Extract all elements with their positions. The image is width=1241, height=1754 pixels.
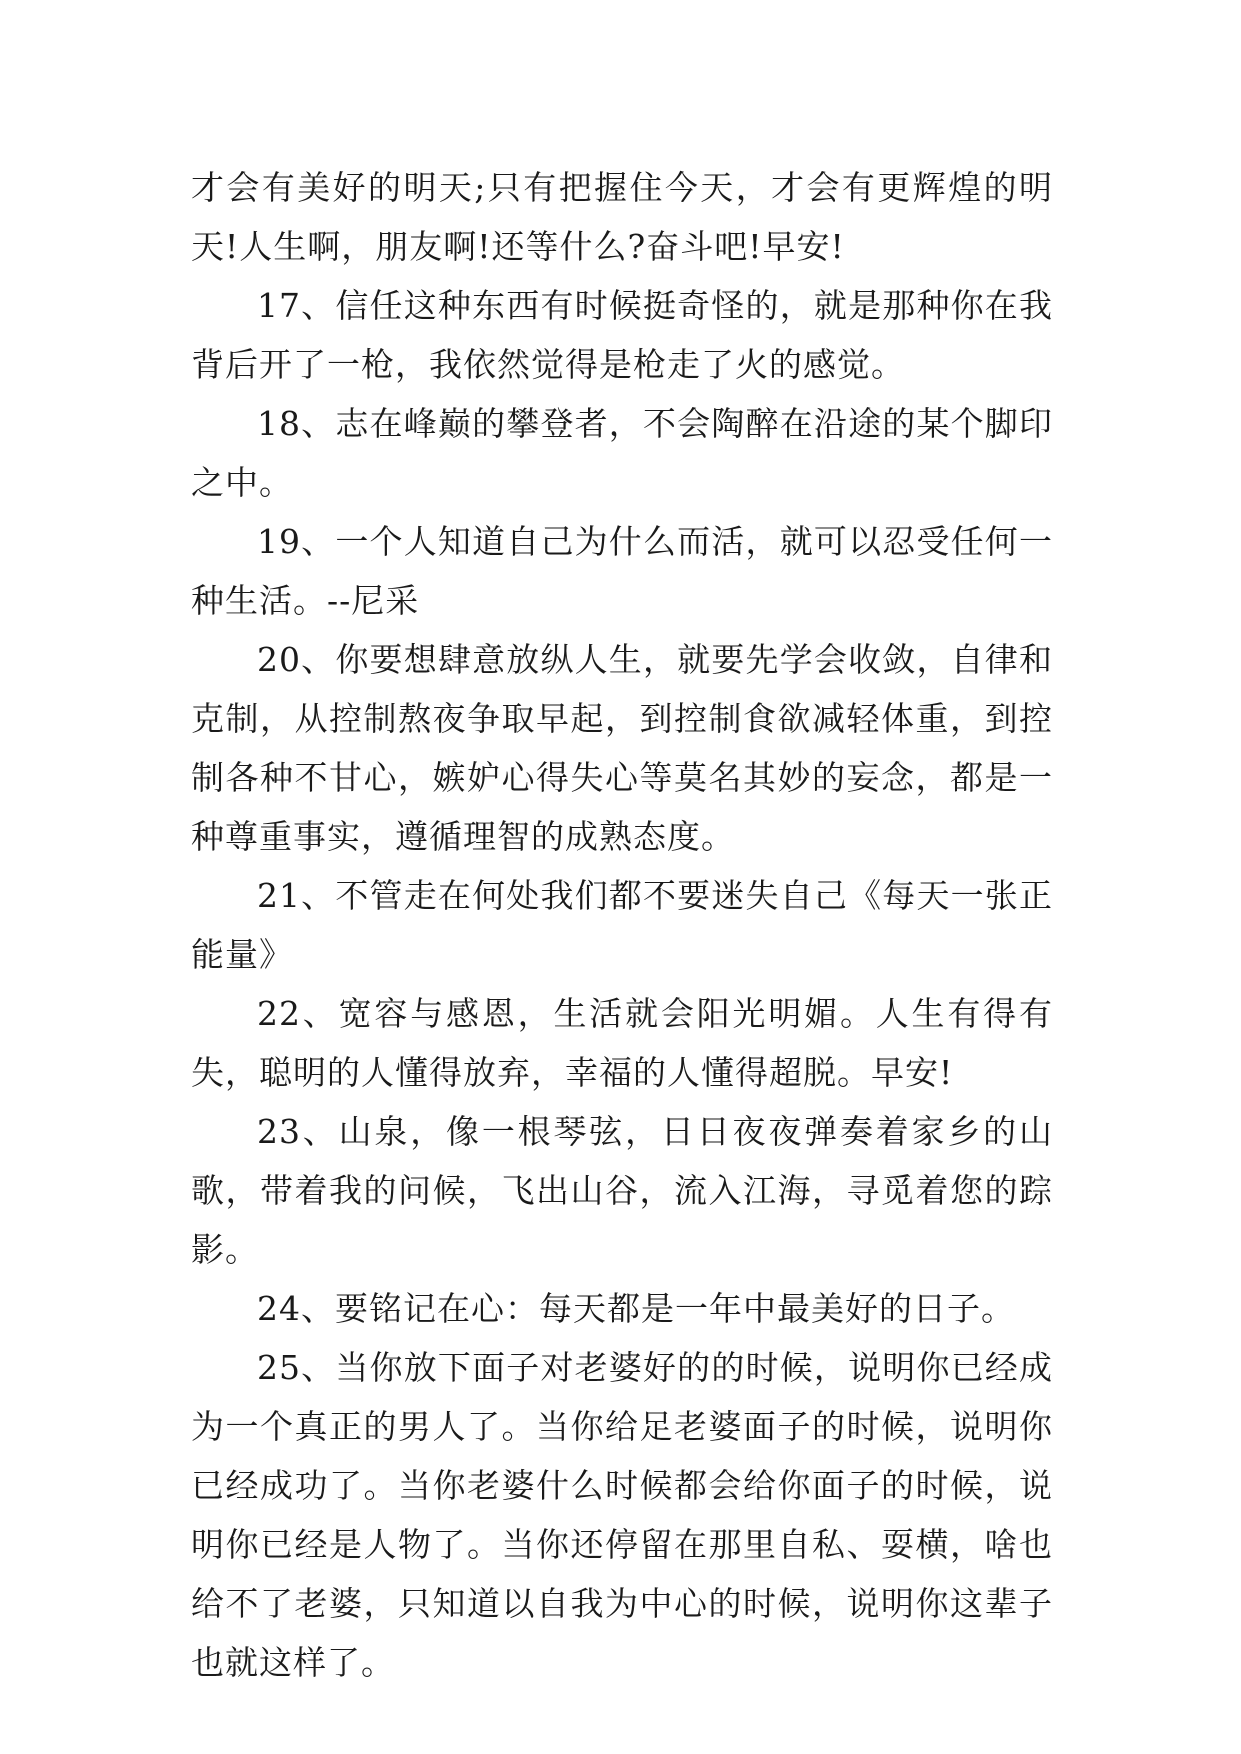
paragraph-21: 21、不管走在何处我们都不要迷失自己《每天一张正能量》 (191, 876, 1053, 974)
paragraph-19: 19、一个人知道自己为什么而活，就可以忍受任何一种生活。--尼采 (191, 522, 1053, 620)
paragraph-22: 22、宽容与感恩，生活就会阳光明媚。人生有得有失，聪明的人懂得放弃，幸福的人懂得超脱。早安! (191, 994, 1053, 1092)
paragraph-18: 18、志在峰巅的攀登者，不会陶醉在沿途的某个脚印之中。 (191, 404, 1053, 502)
paragraph-continuation: 才会有美好的明天;只有把握住今天，才会有更辉煌的明天!人生啊，朋友啊!还等什么?奋斗吧!早安! (191, 168, 1053, 266)
paragraph-24: 24、要铭记在心：每天都是一年中最美好的日子。 (257, 1289, 1015, 1328)
document-body (191, 158, 1053, 1692)
paragraph-17: 17、信任这种东西有时候挺奇怪的，就是那种你在我背后开了一枪，我依然觉得是枪走了火的感觉。 (191, 286, 1053, 384)
paragraph-23: 23、山泉，像一根琴弦，日日夜夜弹奏着家乡的山歌，带着我的问候，飞出山谷，流入江海，寻觅着您的踪影。 (191, 1112, 1053, 1269)
paragraph-25: 25、当你放下面子对老婆好的的时候，说明你已经成为一个真正的男人了。当你给足老婆面子的时候，说明你已经成功了。当你老婆什么时候都会给你面子的时候，说明你已经是人物了。当你还停留在那里自私、耍横，啥也给不了老婆，只知道以自我为中心的时候，说明你这辈子也就这样了。 (191, 1348, 1053, 1682)
paragraph-20: 20、你要想肆意放纵人生，就要先学会收敛，自律和克制，从控制熬夜争取早起，到控制食欲减轻体重，到控制各种不甘心，嫉妒心得失心等莫名其妙的妄念，都是一种尊重事实，遵循理智的成熟态度。 (191, 640, 1053, 856)
